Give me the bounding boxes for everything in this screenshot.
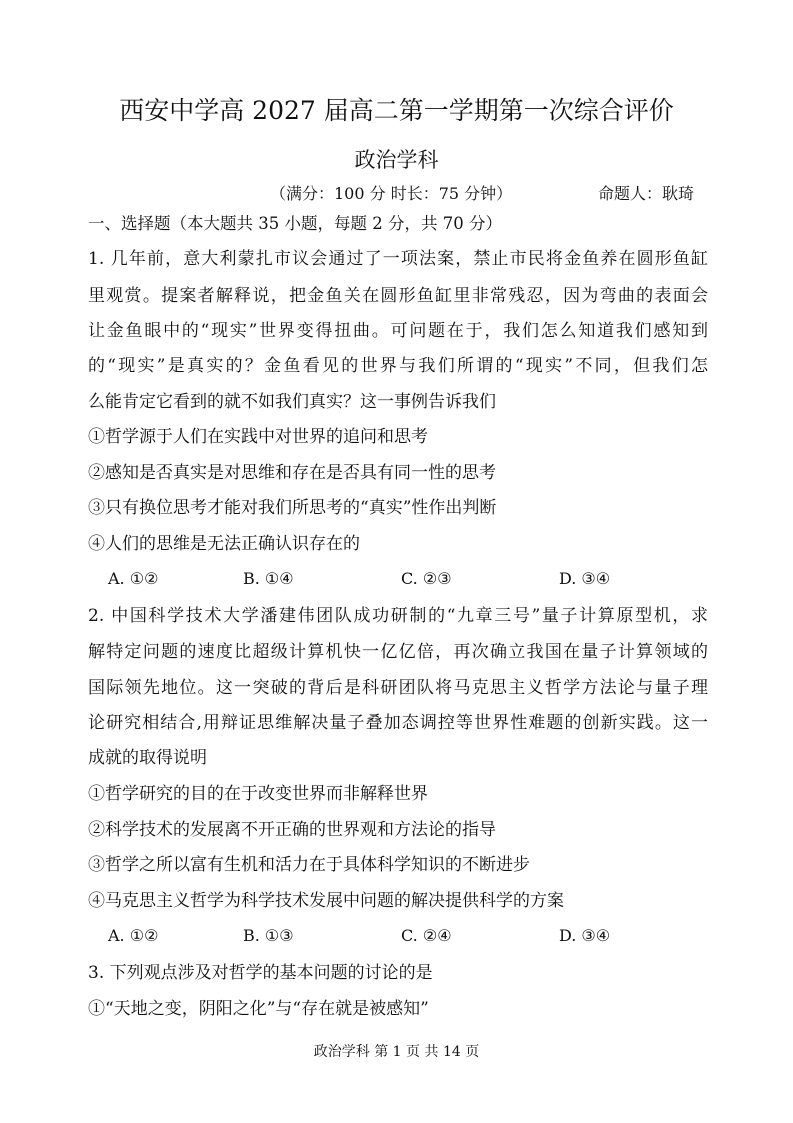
exam-title: 西安中学高 2027 届高二第一学期第一次综合评价 xyxy=(119,96,674,125)
answer-choice-c: C. ②③ xyxy=(401,569,452,588)
statement-option: ①“天地之变，阴阳之化”与“存在就是被感知” xyxy=(88,999,429,1019)
statement-option: ③只有换位思考才能对我们所思考的“真实”性作出判断 xyxy=(88,498,497,518)
answer-choice-d: D. ③④ xyxy=(559,569,611,588)
statement-option: ①哲学源于人们在实践中对世界的追问和思考 xyxy=(88,427,428,447)
statement-option: ①哲学研究的目的在于改变世界而非解释世界 xyxy=(88,784,428,804)
question-stem-line: 让金鱼眼中的“现实”世界变得扭曲。可问题在于，我们怎么知道我们感知到 xyxy=(88,321,708,341)
subject-title: 政治学科 xyxy=(354,148,439,172)
answer-choice-a: A. ①② xyxy=(108,569,159,588)
statement-option: ②感知是否真实是对思维和存在是否具有同一性的思考 xyxy=(88,463,496,483)
question-stem-line: 2. 中国科学技术大学潘建伟团队成功研制的“九章三号”量子计算原型机，求 xyxy=(88,606,708,626)
answer-choice-b: B. ①③ xyxy=(243,926,294,945)
question-stem-line: 里观赏。提案者解释说，把金鱼关在圆形鱼缸里非常残忍，因为弯曲的表面会 xyxy=(88,286,708,306)
statement-option: ③哲学之所以富有生机和活力在于具体科学知识的不断进步 xyxy=(88,855,530,875)
question-stem-line: 论研究相结合,用辩证思维解决量子叠加态调控等世界性难题的创新实践。这一 xyxy=(88,713,708,733)
question-stem-line: 3. 下列观点涉及对哲学的基本问题的讨论的是 xyxy=(88,963,433,983)
statement-option: ④人们的思维是无法正确认识存在的 xyxy=(88,534,360,554)
statement-option: ②科学技术的发展离不开正确的世界观和方法论的指导 xyxy=(88,820,496,840)
question-stem-line: 1. 几年前，意大利蒙扎市议会通过了一项法案，禁止市民将金鱼养在圆形鱼缸 xyxy=(88,249,708,269)
exam-info: （满分：100 分 时长：75 分钟） xyxy=(270,184,513,203)
question-stem-line: 解特定问题的速度比超级计算机快一亿亿倍，再次确立我国在量子计算领域的 xyxy=(88,642,708,662)
answer-choice-b: B. ①④ xyxy=(243,569,294,588)
page-footer: 政治学科 第 1 页 共 14 页 xyxy=(313,1044,480,1060)
question-stem-line: 么能肯定它看到的就不如我们真实？这一事例告诉我们 xyxy=(88,392,496,412)
answer-choice-d: D. ③④ xyxy=(559,926,611,945)
question-stem-line: 国际领先地位。这一突破的背后是科研团队将马克思主义哲学方法论与量子理 xyxy=(88,678,708,698)
statement-option: ④马克思主义哲学为科学技术发展中问题的解决提供科学的方案 xyxy=(88,891,564,911)
answer-choice-c: C. ②④ xyxy=(401,926,452,945)
question-stem-line: 成就的取得说明 xyxy=(88,748,207,768)
section-title: 一、选择题（本大题共 35 小题，每题 2 分，共 70 分） xyxy=(88,214,502,233)
author-info: 命题人：耿琦 xyxy=(598,184,695,203)
answer-choice-a: A. ①② xyxy=(108,926,159,945)
question-stem-line: 的“现实”是真实的？金鱼看见的世界与我们所谓的“现实”不同，但我们怎 xyxy=(88,356,708,376)
